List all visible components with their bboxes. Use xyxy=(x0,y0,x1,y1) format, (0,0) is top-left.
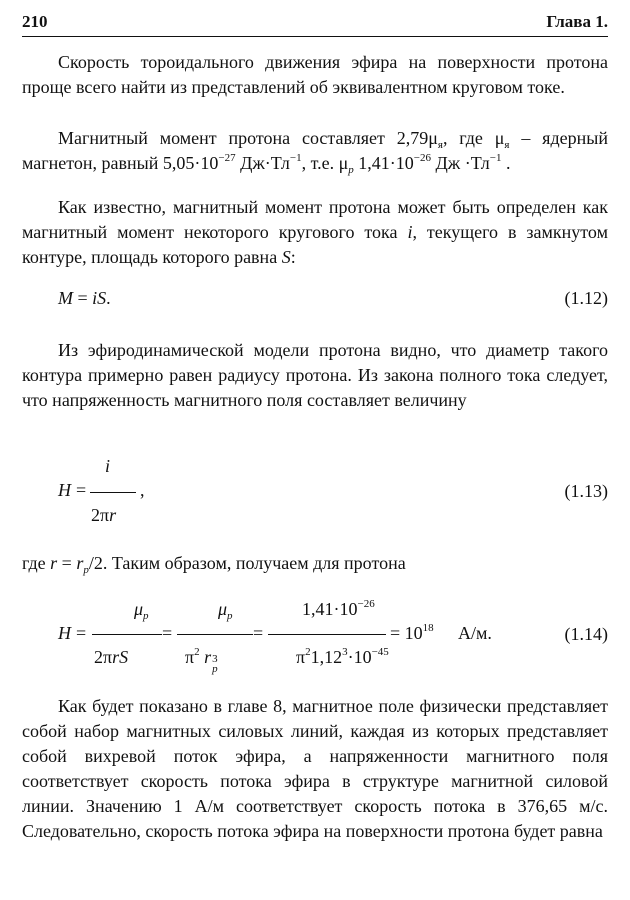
paragraph-3: Как известно, магнитный момент протона может быть определен как магнитный момент некоторого кругового тока i, текущего в замкнутом контуре, площадь которого равна S: xyxy=(22,197,608,267)
equation-number-1-12: (1.12) xyxy=(564,288,608,308)
chapter-title: Глава 1. xyxy=(546,12,608,31)
running-header xyxy=(22,12,608,36)
paragraph-1: Скорость тороидального движения эфира на поверхности протона проще всего найти из представлений об эквивалентном круговом токе. xyxy=(22,52,608,97)
page-number: 210 xyxy=(22,12,48,31)
paragraph-2: Магнитный момент протона составляет $2,79\mu_я$, где $\mu_я$ – ядерный магнетон, равный $5,05\cdot 10^{-27}$ $Дж\cdot Тл^{-1}$, т.е. $\mu_p$ $1,41\cdot 10^{-26}$ Дж $\cdot Тл^{-1}$ . xyxy=(22,128,608,176)
paragraph-5: где $r = r_p/2$. Таким образом, получаем для протона xyxy=(22,553,406,576)
equation-1-12: M = iS. xyxy=(58,288,111,308)
paragraph-4: Из эфиродинамической модели протона видно, что диаметр такого контура примерно равен радиусу протона. Из закона полного тока следует, что напряженность магнитного поля составляет величину xyxy=(22,340,608,410)
equation-number-1-13: (1.13) xyxy=(564,481,608,501)
equation-number-1-14: (1.14) xyxy=(564,624,608,644)
header-rule xyxy=(22,36,608,37)
paragraph-6: Как будет показано в главе 8, магнитное поле физически представляет собой набор магнитных силовых линий, каждая из которых представляет собой вихревой поток эфира, а напряженности магнитного поля соответствует скорость потока эфира в структуре магнитной силовой линии. Значению 1 А/м соответствует скорость потока в 376,65 м/с. Следовательно, скорость потока эфира на поверхности протона будет равна xyxy=(22,696,608,841)
